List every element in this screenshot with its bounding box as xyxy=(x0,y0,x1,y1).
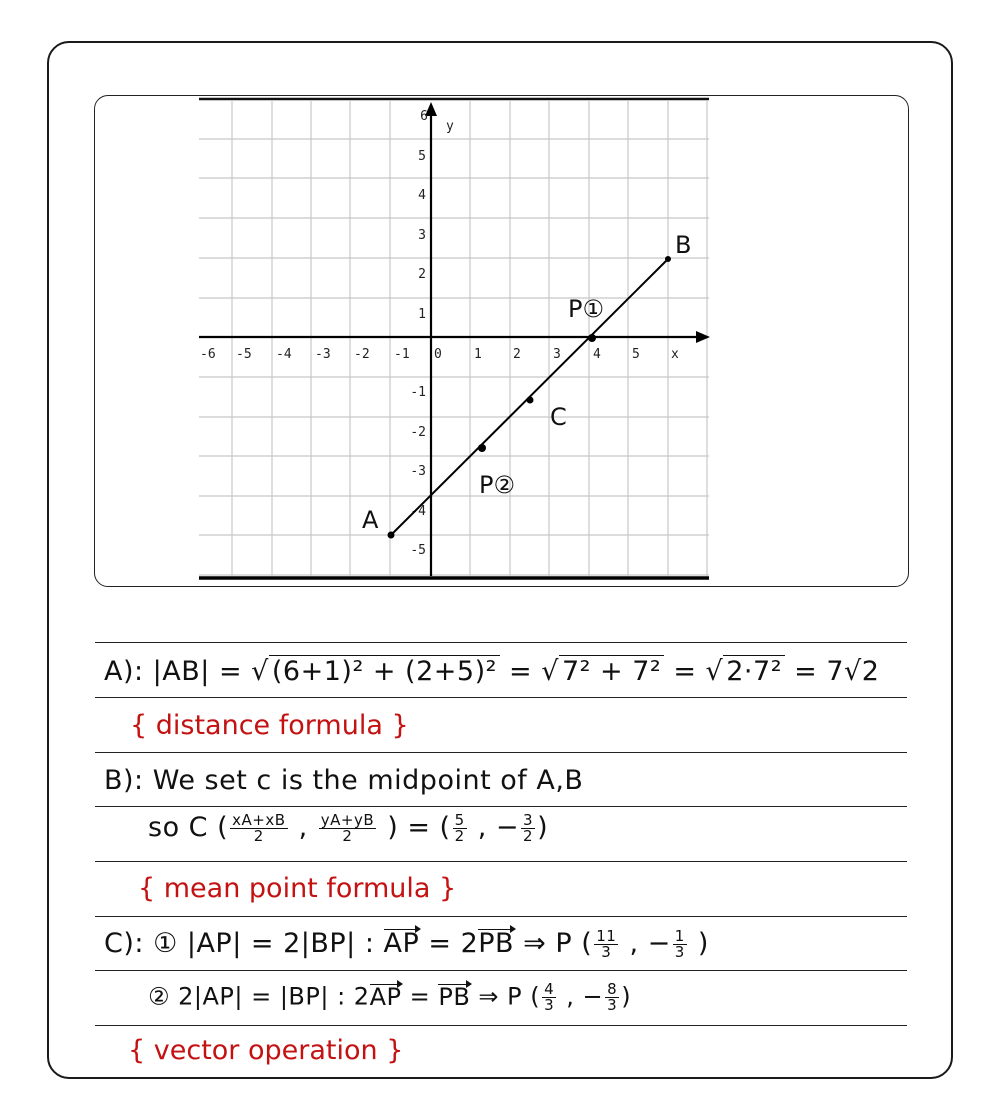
ruled-line xyxy=(95,916,907,917)
svg-text:4: 4 xyxy=(593,347,601,362)
part-c-case-2: ② 2|AP| = |BP| : 2AP = PB ⇒ P ( $\frac{4}{3}$ , − $\frac{8}{3}$ ) xyxy=(148,980,632,1014)
point-b xyxy=(665,256,671,262)
vector-ap: AP xyxy=(369,982,402,1011)
svg-text:6: 6 xyxy=(420,109,428,124)
vector-pb: PB xyxy=(438,982,471,1011)
part-b-statement: B): We set c is the midpoint of A,B xyxy=(104,765,584,796)
svg-text:-5: -5 xyxy=(410,543,426,558)
svg-text:5: 5 xyxy=(632,347,640,362)
label-p2: P② xyxy=(479,471,515,499)
y-tick-labels xyxy=(410,109,428,558)
ruled-line xyxy=(95,752,907,753)
label-c: C xyxy=(550,403,567,431)
svg-text:-6: -6 xyxy=(200,347,216,362)
ruled-line xyxy=(95,642,907,643)
part-b-annotation: { mean point formula } xyxy=(138,873,457,904)
svg-text:-1: -1 xyxy=(394,347,410,362)
svg-text:4: 4 xyxy=(418,188,426,203)
svg-text:2: 2 xyxy=(418,267,426,282)
point-p2 xyxy=(478,444,486,452)
svg-text:1: 1 xyxy=(474,347,482,362)
svg-text:3: 3 xyxy=(418,228,426,243)
ruled-line xyxy=(95,806,907,807)
fraction: $\frac{11}{3}$ xyxy=(596,927,617,961)
svg-text:1: 1 xyxy=(418,307,426,322)
svg-text:-4: -4 xyxy=(276,347,292,362)
fraction: $\frac{xA+xB}{2}$ xyxy=(232,811,286,845)
svg-text:3: 3 xyxy=(553,347,561,362)
fraction: $\frac{8}{3}$ xyxy=(607,980,618,1014)
svg-text:-2: -2 xyxy=(354,347,370,362)
x-axis-label: x xyxy=(671,347,679,362)
label-b: B xyxy=(675,231,692,259)
point-p1 xyxy=(588,334,596,342)
ruled-line xyxy=(95,1025,907,1026)
svg-text:-5: -5 xyxy=(236,347,252,362)
ruled-line xyxy=(95,970,907,971)
svg-text:-1: -1 xyxy=(410,385,426,400)
fraction: $\frac{3}{2}$ xyxy=(523,811,534,845)
label-p1: P① xyxy=(568,295,604,323)
ruled-line xyxy=(95,861,907,862)
svg-text:5: 5 xyxy=(418,149,426,164)
svg-text:-2: -2 xyxy=(410,425,426,440)
vector-pb: PB xyxy=(478,928,515,959)
label-a: A xyxy=(362,506,379,534)
part-c-annotation: { vector operation } xyxy=(128,1035,404,1066)
y-axis-label: y xyxy=(446,119,454,134)
svg-text:-3: -3 xyxy=(315,347,331,362)
ruled-line xyxy=(95,697,907,698)
part-a-distance-calculation: A): |AB| = √ (6+1)² + (2+5)² = √ 7² + 7² = √ 2·7² = 7√2 xyxy=(104,656,880,687)
fraction: $\frac{5}{2}$ xyxy=(454,811,465,845)
fraction: $\frac{1}{3}$ xyxy=(674,927,685,961)
fraction: $\frac{yA+yB}{2}$ xyxy=(320,811,375,845)
x-axis-arrow-icon xyxy=(696,331,710,343)
part-c-case-1: C): ① |AP| = 2|BP| : AP = 2PB ⇒ P ( $\frac{11}{3}$ , − $\frac{1}{3}$ ) xyxy=(104,927,709,961)
part-a-annotation: { distance formula } xyxy=(130,710,409,741)
svg-text:-4: -4 xyxy=(410,504,426,519)
point-a xyxy=(388,532,395,539)
fraction: $\frac{4}{3}$ xyxy=(544,980,555,1014)
svg-text:-3: -3 xyxy=(410,464,426,479)
svg-text:0: 0 xyxy=(434,347,442,362)
point-c xyxy=(527,397,534,404)
vector-ap: AP xyxy=(383,928,420,959)
part-b-midpoint: so C ( $\frac{xA+xB}{2}$ , $\frac{yA+yB}{2}$ ) = ( $\frac{5}{2}$ , − $\frac{3}{2}$ ) xyxy=(148,811,549,845)
svg-text:2: 2 xyxy=(513,347,521,362)
